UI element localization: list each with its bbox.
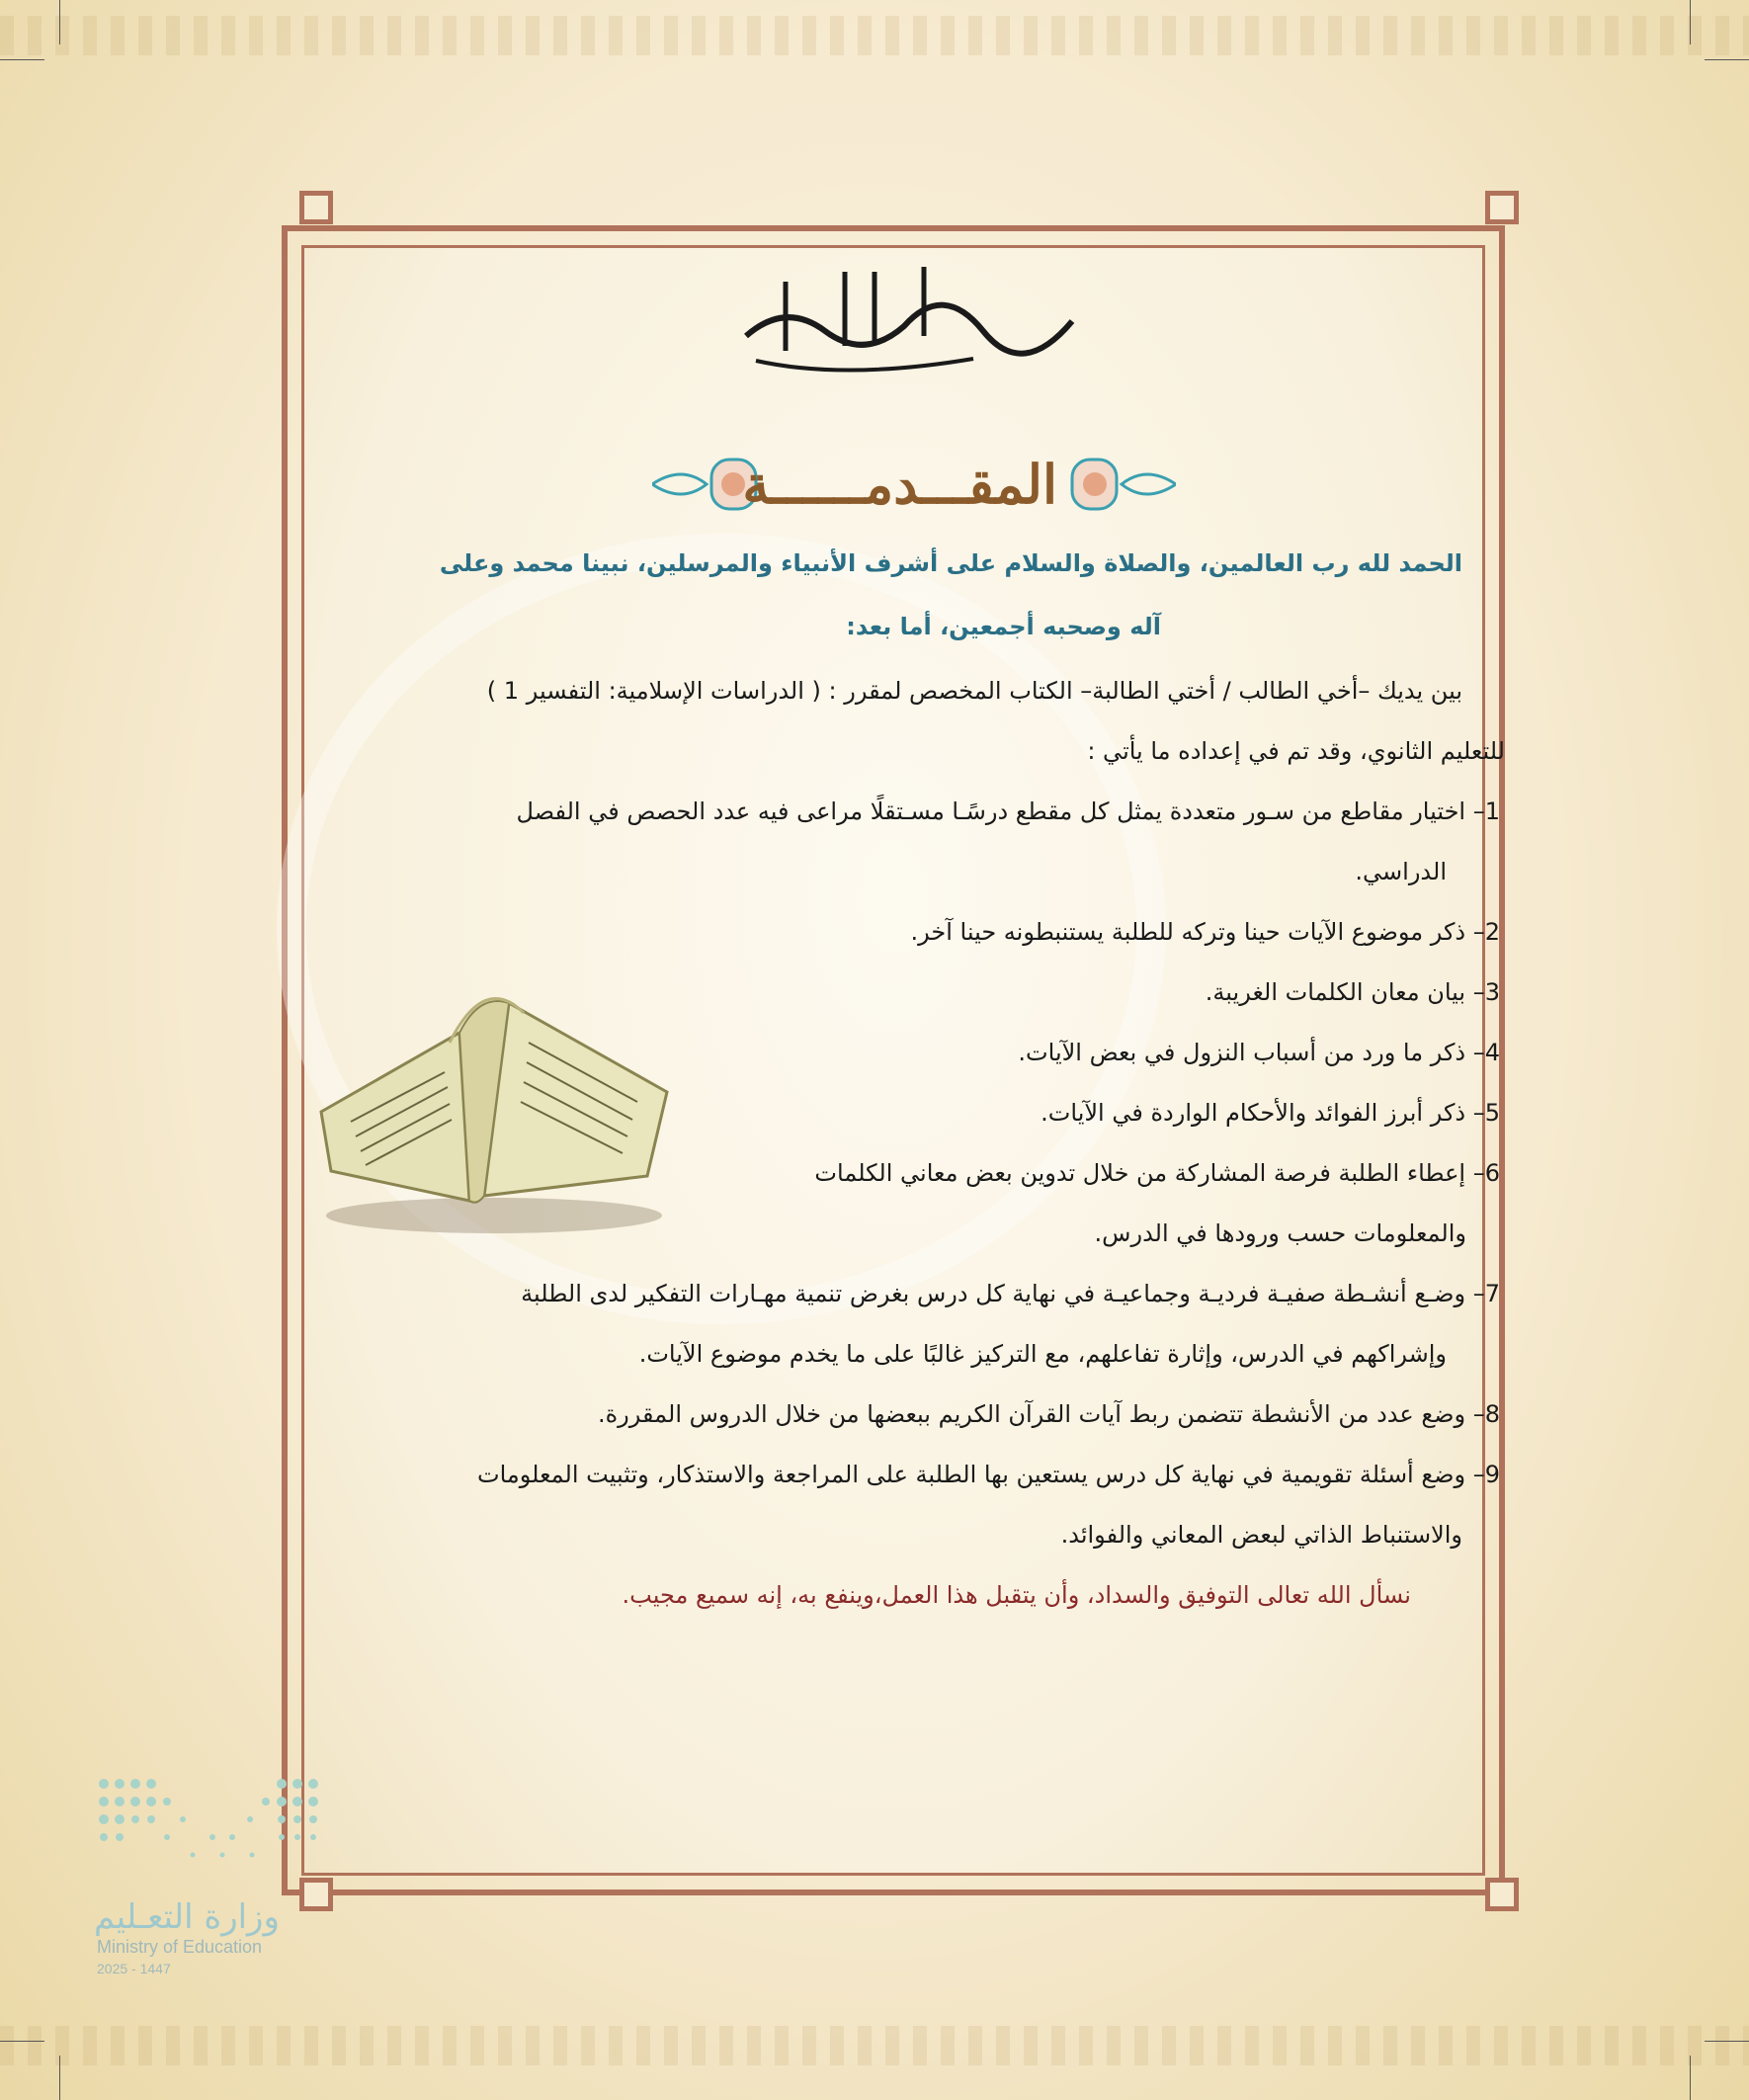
crop-mark (0, 2041, 44, 2042)
list-item-8: 8– وضع عدد من الأنشطة تتضمن ربط آيات القرآن الكريم ببعضها من خلال الدروس المقررة. (597, 1400, 1500, 1428)
section-title-wrap (652, 450, 1176, 519)
list-item-7: 7– وضـع أنشـطة صفيـة فرديـة وجماعيـة في نهاية كل درس بغرض تنمية مهـارات التفكير لدى الطلبة (521, 1280, 1500, 1307)
frame-corner-ornament (299, 191, 333, 224)
open-quran-illustration (311, 973, 677, 1240)
frame-corner-ornament (1485, 1878, 1519, 1911)
crop-mark (59, 2056, 60, 2100)
list-item-3: 3– بيان معان الكلمات الغريبة. (1205, 978, 1500, 1006)
ministry-logo-dots (94, 1774, 321, 1873)
body-line: للتعليم الثانوي، وقد تم في إعداده ما يأتي : (1087, 737, 1505, 765)
crop-mark (1690, 2056, 1691, 2100)
list-item-9: 9– وضع أسئلة تقويمية في نهاية كل درس يستعين بها الطلبة على المراجعة والاستذكار، وتثبيت المعلومات (476, 1461, 1500, 1488)
list-item-1: 1– اختيار مقاطع من سـور متعددة يمثل كل مقطع درسًـا مسـتقلًا مراعى فيه عدد الحصص في الفصل (516, 798, 1500, 825)
ministry-name-english: Ministry of Education (97, 1937, 263, 1957)
edition-year: 2025 - 1447 (97, 1961, 171, 1976)
intro-line-2: آله وصحبه أجمعين، أما بعد: (846, 613, 1161, 640)
intro-line-1: الحمد لله رب العالمين، والصلاة والسلام على أشرف الأنبياء والمرسلين، نبينا محمد وعلى (439, 549, 1462, 577)
basmala-calligraphy (726, 242, 1102, 390)
frame-corner-ornament (1485, 191, 1519, 224)
title-ornament-right-icon (1067, 455, 1176, 514)
list-item-7-cont: وإشراكهم في الدرس، وإثارة تفاعلهم، مع التركيز غالبًا على ما يخدم موضوع الآيات. (638, 1340, 1447, 1368)
body-line: بين يديك –أخي الطالب / أختي الطالبة– الكتاب المخصص لمقرر : ( الدراسات الإسلامية: التفسير 1 ) (486, 677, 1462, 705)
ministry-name-arabic: وزارة التعـليم (94, 1897, 280, 1937)
list-item-1-cont: الدراسي. (1355, 858, 1447, 885)
crop-mark (1690, 0, 1691, 44)
crop-mark (1705, 59, 1749, 60)
crop-mark (59, 0, 60, 44)
list-item-2: 2– ذكر موضوع الآيات حينا وتركه للطلبة يستنبطونه حينا آخر. (910, 918, 1500, 946)
list-item-6: 6– إعطاء الطلبة فرصة المشاركة من خلال تدوين بعض معاني الكلمات (814, 1159, 1500, 1187)
bottom-ornament-band (0, 2026, 1749, 2065)
list-item-9-cont: والاستنباط الذاتي لبعض المعاني والفوائد. (1060, 1521, 1462, 1549)
page-title: المقـــدمــــــة (742, 453, 1057, 516)
crop-mark (0, 59, 44, 60)
top-ornament-band (0, 16, 1749, 55)
list-item-5: 5– ذكر أبرز الفوائد والأحكام الواردة في الآيات. (1041, 1099, 1500, 1127)
list-item-4: 4– ذكر ما ورد من أسباب النزول في بعض الآيات. (1018, 1039, 1500, 1066)
closing-prayer: نسأل الله تعالى التوفيق والسداد، وأن يتقبل هذا العمل،وينفع به، إنه سميع مجيب. (622, 1581, 1411, 1609)
basmala-text (726, 242, 1102, 390)
crop-mark (1705, 2041, 1749, 2042)
list-item-6-cont: والمعلومات حسب ورودها في الدرس. (1094, 1219, 1466, 1247)
